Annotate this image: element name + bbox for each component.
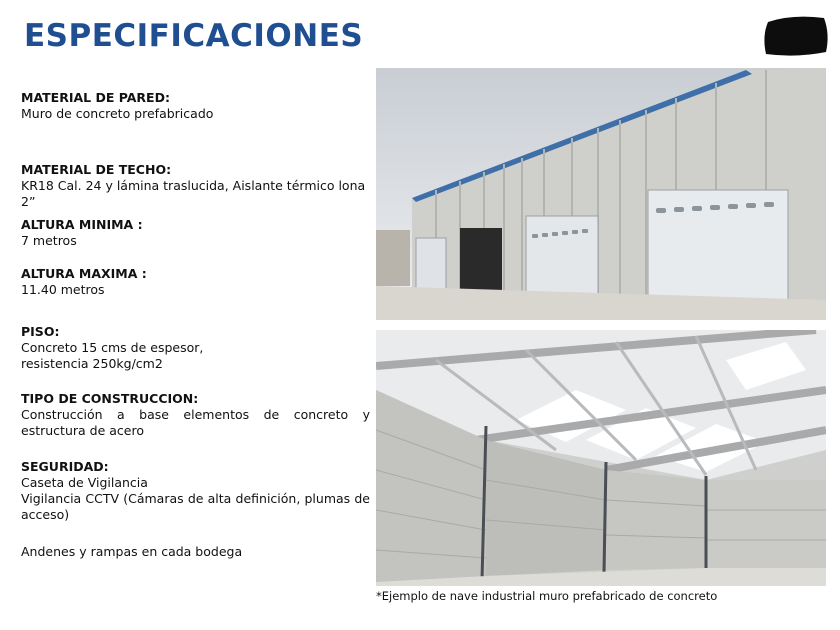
spec-heading: TIPO DE CONSTRUCCION: <box>21 391 199 406</box>
spec-value: 7 metros <box>21 233 77 248</box>
spec-docks <box>21 544 370 560</box>
spec-security <box>21 459 370 523</box>
spec-wall-material <box>21 90 370 122</box>
spec-value: Vigilancia CCTV (Cámaras de alta definición, plumas de acceso) <box>21 491 370 522</box>
spec-value: Concreto 15 cms de espesor, <box>21 340 204 355</box>
spec-heading: PISO: <box>21 324 60 339</box>
spec-value: 11.40 metros <box>21 282 105 297</box>
redacted-logo <box>762 14 830 58</box>
spec-value: Caseta de Vigilancia <box>21 475 148 490</box>
spec-heading: MATERIAL DE TECHO: <box>21 162 172 177</box>
spec-value: resistencia 250kg/cm2 <box>21 356 163 371</box>
photo-caption: *Ejemplo de nave industrial muro prefabricado de concreto <box>376 589 718 603</box>
spec-heading: SEGURIDAD: <box>21 459 109 474</box>
spec-roof-material <box>21 162 370 210</box>
warehouse-interior-photo <box>376 330 826 586</box>
spec-min-height <box>21 217 370 249</box>
page-title: ESPECIFICACIONES <box>24 18 364 54</box>
spec-heading: MATERIAL DE PARED: <box>21 90 170 105</box>
spec-floor <box>21 324 370 372</box>
warehouse-exterior-photo <box>376 68 826 320</box>
spec-heading: ALTURA MAXIMA : <box>21 266 147 281</box>
spec-value: Muro de concreto prefabricado <box>21 106 214 121</box>
spec-construction-type <box>21 391 370 439</box>
spec-value: KR18 Cal. 24 y lámina traslucida, Aislante térmico lona 2” <box>21 178 366 209</box>
spec-heading: ALTURA MINIMA : <box>21 217 143 232</box>
spec-value: Andenes y rampas en cada bodega <box>21 544 243 559</box>
spec-value: Construcción a base elementos de concreto y estructura de acero <box>21 407 370 438</box>
spec-max-height <box>21 266 370 298</box>
